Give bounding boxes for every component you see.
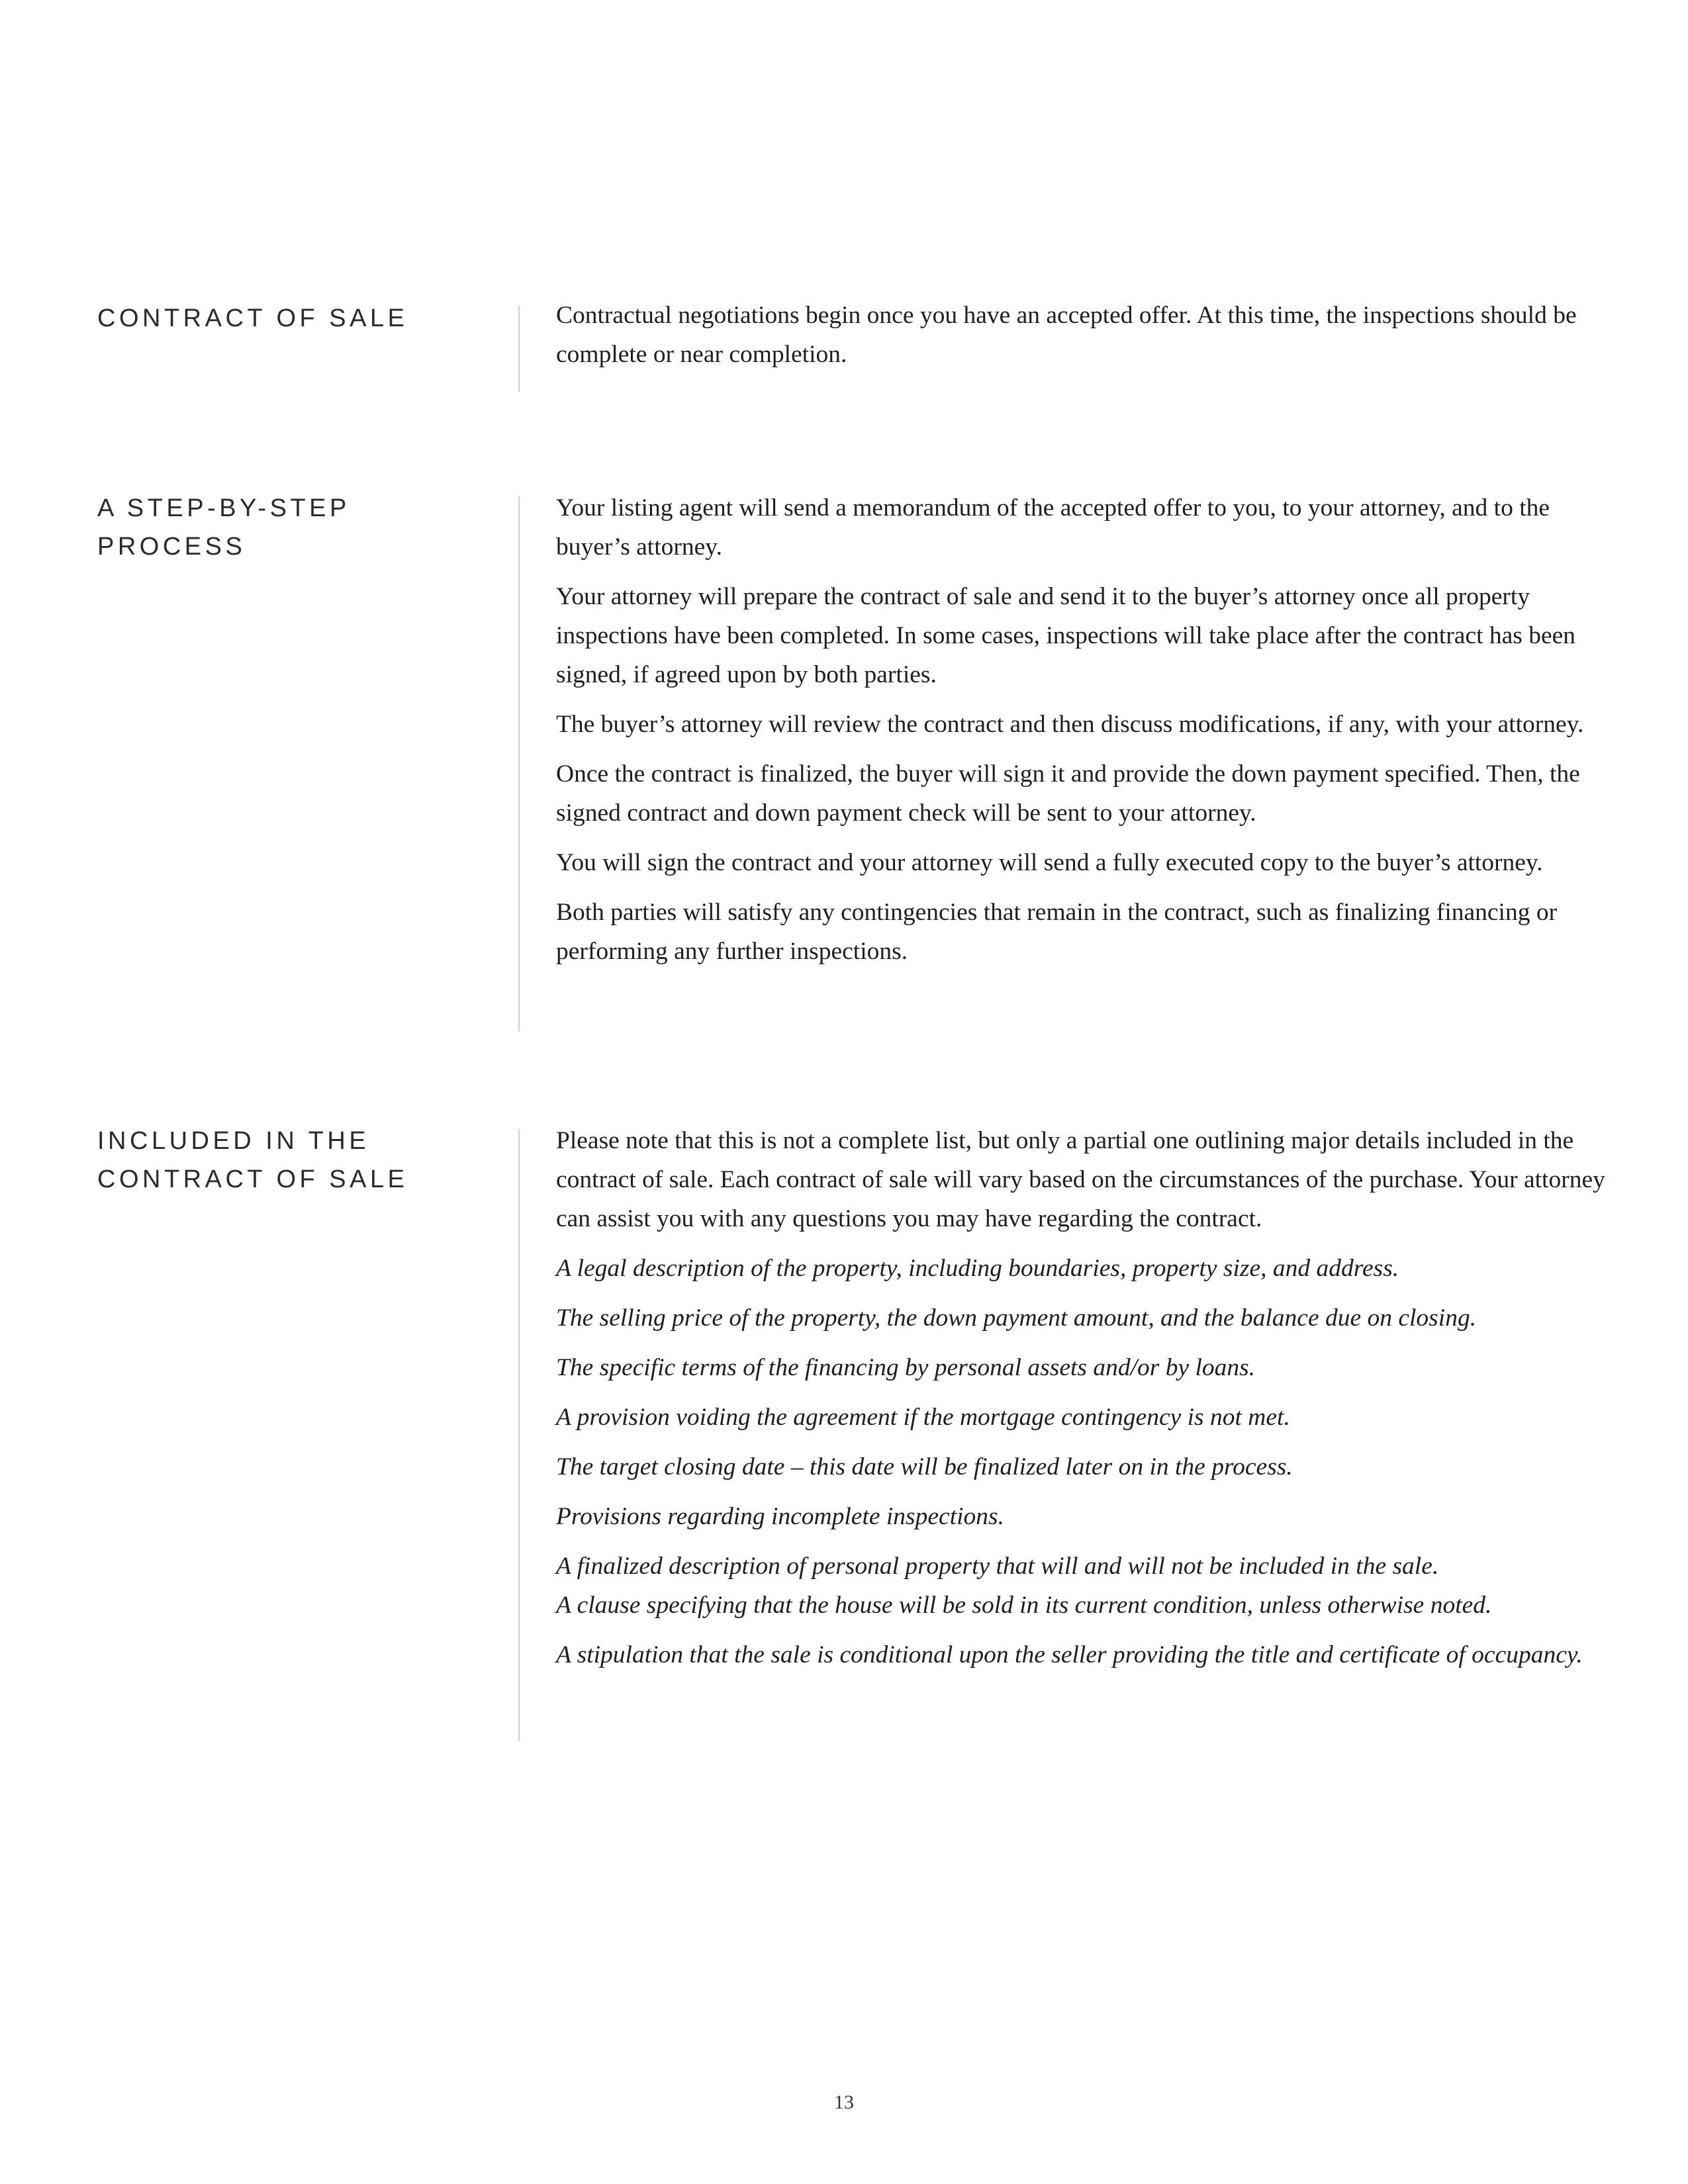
paragraph: The buyer’s attorney will review the contract and then discuss modifications, if any, with your attorney. [556, 711, 1584, 738]
intro-paragraph: Please note that this is not a complete list, but only a partial one outlining major details included in the contract of sale. Each contract of sale will vary based on the circumstances of the purchase. Your attorney can assist you with any questions you may have regarding the contract. [556, 1127, 1605, 1232]
heading-line: CONTRACT OF SALE [97, 1165, 408, 1193]
vertical-divider [518, 306, 520, 392]
list-item: Provisions regarding incomplete inspections. [556, 1503, 1004, 1530]
paragraph: You will sign the contract and your attorney will send a fully executed copy to the buyer’s attorney. [556, 849, 1543, 876]
list-item: A provision voiding the agreement if the mortgage contingency is not met. [556, 1404, 1290, 1431]
heading-line: CONTRACT OF SALE [97, 304, 408, 332]
section-body [556, 488, 1609, 981]
paragraph: Both parties will satisfy any contingencies that remain in the contract, such as finalizing financing or performing any further inspections. [556, 899, 1558, 965]
heading-line: A STEP-BY-STEP PROCESS [97, 494, 350, 561]
page-number: 13 [834, 2091, 854, 2113]
section-body [556, 296, 1609, 385]
list-item: The specific terms of the financing by personal assets and/or by loans. [556, 1354, 1256, 1381]
list-item: A legal description of the property, including boundaries, property size, and address. [556, 1255, 1399, 1282]
vertical-divider [518, 496, 520, 1031]
heading-line: INCLUDED IN THE [97, 1127, 370, 1155]
vertical-divider [518, 1129, 520, 1741]
paragraph: Once the contract is finalized, the buyer will sign it and provide the down payment specified. Then, the signed contract and down payment check will be sent to your attorney. [556, 760, 1580, 827]
paragraph: Contractual negotiations begin once you have an accepted offer. At this time, the inspections should be complete or near completion. [556, 302, 1577, 368]
section-heading [97, 1122, 494, 1199]
section-heading [97, 489, 494, 566]
section-body [556, 1121, 1609, 1685]
paragraph: Your attorney will prepare the contract of sale and send it to the buyer’s attorney once all property inspections have been completed. In some cases, inspections will take place after the contract has been signed, if agreed upon by both parties. [556, 583, 1576, 688]
list-item: The selling price of the property, the down payment amount, and the balance due on closing. [556, 1304, 1477, 1332]
section-heading [97, 299, 494, 338]
list-item: The target closing date – this date will be finalized later on in the process. [556, 1453, 1293, 1480]
list-item: A clause specifying that the house will be sold in its current condition, unless otherwise noted. [556, 1592, 1492, 1619]
list-item: A finalized description of personal property that will and will not be included in the sale. [556, 1553, 1439, 1580]
paragraph: Your listing agent will send a memorandum of the accepted offer to you, to your attorney, and to the buyer’s attorney. [556, 494, 1550, 561]
list-item: A stipulation that the sale is conditional upon the seller providing the title and certificate of occupancy. [556, 1641, 1583, 1668]
